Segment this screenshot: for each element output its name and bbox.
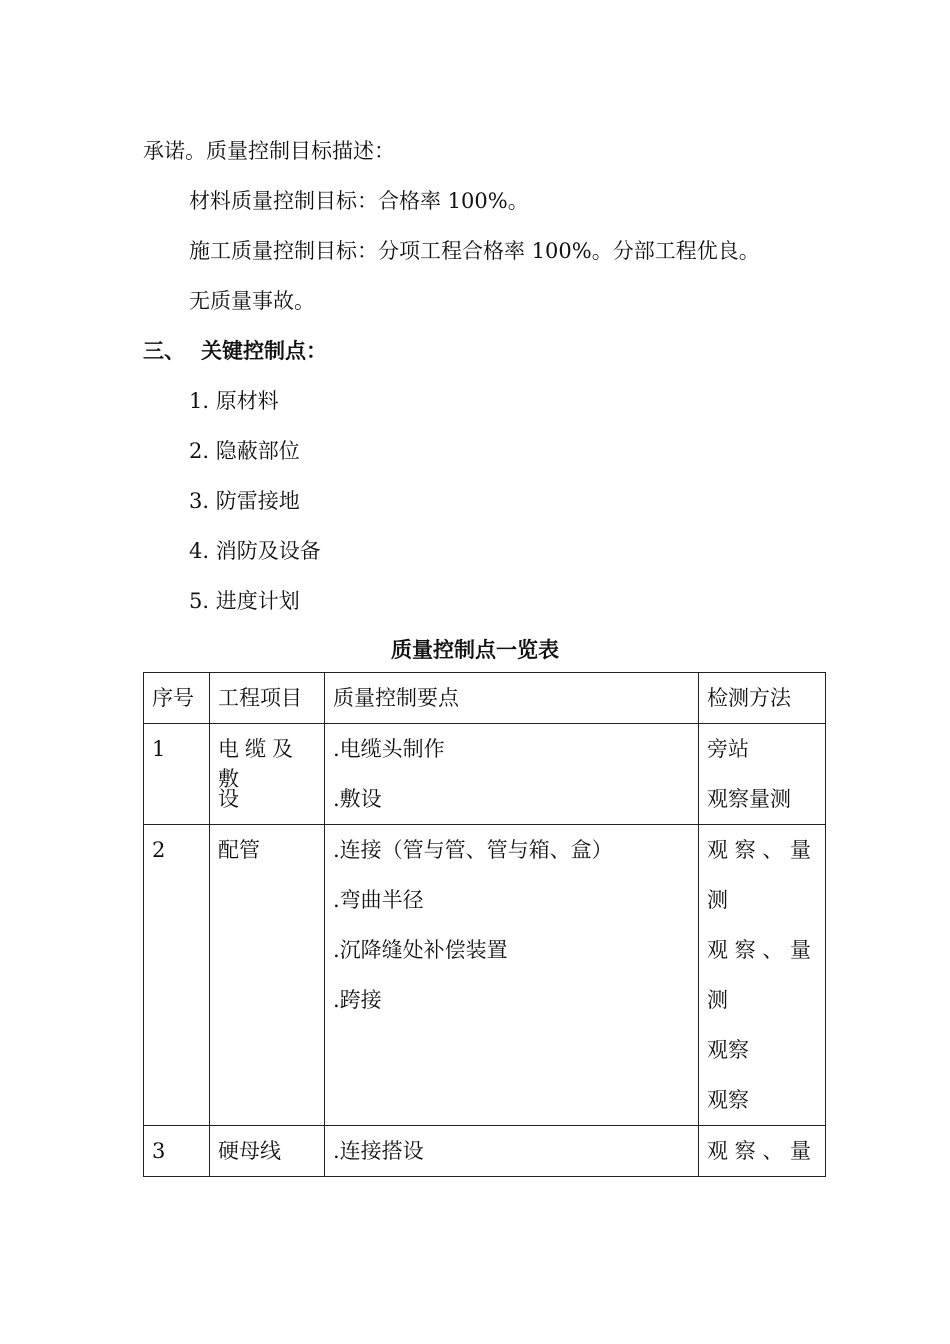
row-no: 3 xyxy=(144,1126,210,1177)
quality-control-table xyxy=(143,672,826,1177)
key-point-1: 1. 原材料 xyxy=(189,389,279,413)
goal-no-accident: 无质量事故。 xyxy=(189,289,315,313)
row-methods: 旁站 观察量测 xyxy=(699,724,826,825)
section-title: 关键控制点： xyxy=(201,338,327,363)
table-row xyxy=(144,825,826,1126)
row-project: 电缆及敷 设 xyxy=(210,724,325,825)
row-points: .电缆头制作 .敷设 xyxy=(325,724,699,825)
row-no: 1 xyxy=(144,724,210,825)
row-project: 配管 xyxy=(210,825,325,1126)
goal-material: 材料质量控制目标：合格率 100%。 xyxy=(189,189,529,213)
row-points: .连接搭设 xyxy=(325,1126,699,1177)
key-point-2: 2. 隐蔽部位 xyxy=(189,439,300,463)
header-project: 工程项目 xyxy=(210,673,325,724)
intro-text: 承诺。质量控制目标描述： xyxy=(143,139,395,163)
row-project: 硬母线 xyxy=(210,1126,325,1177)
key-point-5: 5. 进度计划 xyxy=(189,589,300,613)
section-number: 三、 xyxy=(143,338,185,363)
header-no: 序号 xyxy=(144,673,210,724)
row-points: .连接（管与管、管与箱、盒） .弯曲半径 .沉降缝处补偿装置 .跨接 xyxy=(325,825,699,1126)
goal-construction: 施工质量控制目标：分项工程合格率 100%。分部工程优良。 xyxy=(189,239,760,263)
table-row xyxy=(144,1126,826,1177)
key-point-4: 4. 消防及设备 xyxy=(189,539,321,563)
row-methods: 观 察 、 量 测 观 察 、 量 测 观察 观察 xyxy=(699,825,826,1126)
header-method: 检测方法 xyxy=(699,673,826,724)
table-title: 质量控制点一览表 xyxy=(391,637,559,662)
table-row xyxy=(144,724,826,825)
table-header-row xyxy=(144,673,826,724)
header-points: 质量控制要点 xyxy=(325,673,699,724)
row-methods: 观 察 、 量 xyxy=(699,1126,826,1177)
row-no: 2 xyxy=(144,825,210,1126)
key-point-3: 3. 防雷接地 xyxy=(189,489,300,513)
